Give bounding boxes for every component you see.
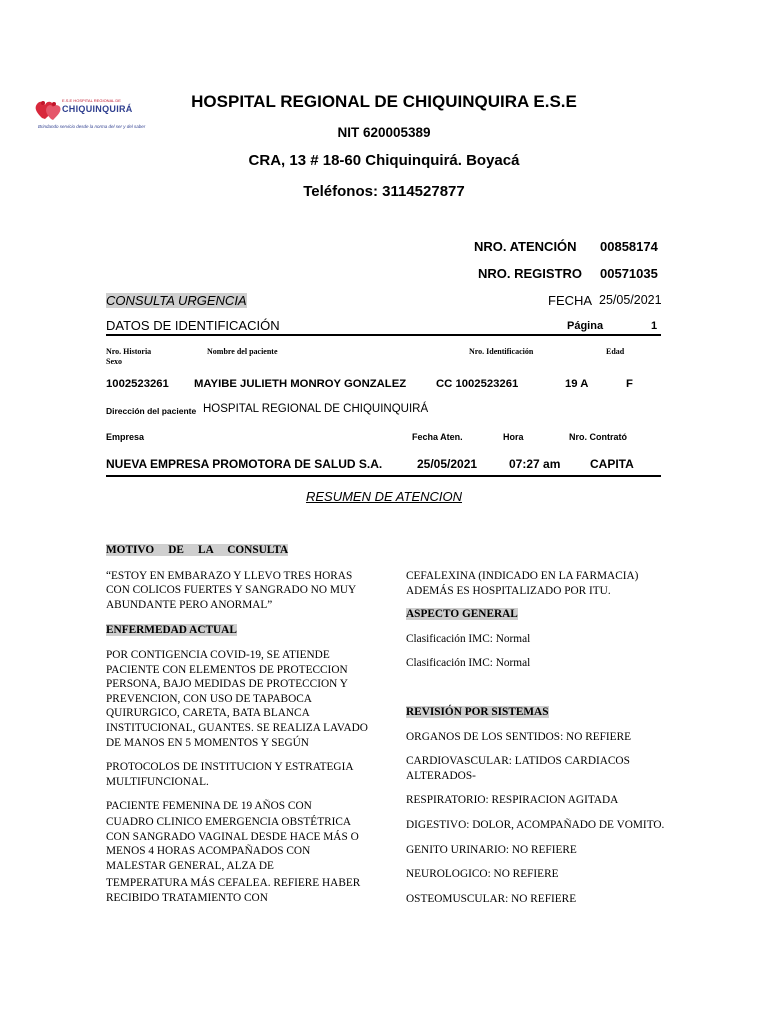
- contract-label: Nro. Contrató: [569, 432, 627, 442]
- system-item: ORGANOS DE LOS SENTIDOS: NO REFIERE: [406, 730, 632, 743]
- left-column: [106, 543, 371, 905]
- attention-date-value: 25/05/2021: [417, 457, 478, 471]
- continuation-text: CEFALEXINA (INDICADO EN LA FARMACIA) ADEMÁS ES HOSPITALIZADO POR ITU.: [406, 570, 639, 597]
- patient-id: CC 1002523261: [436, 378, 519, 390]
- attention-value: 00858174: [600, 239, 658, 254]
- motivo-title: MOTIVO DE LA CONSULTA: [106, 544, 289, 556]
- logo-tagline: Brindando servicio desde la norma del ser y del saber: [38, 124, 146, 129]
- system-item: OSTEOMUSCULAR: NO REFIERE: [406, 892, 577, 905]
- page-number: 1: [651, 320, 658, 332]
- company-label: Empresa: [106, 432, 145, 442]
- patient-name: MAYIBE JULIETH MONROY GONZALEZ: [194, 378, 407, 390]
- revision-title: REVISIÓN POR SISTEMAS: [406, 705, 549, 718]
- date-value: 25/05/2021: [599, 293, 662, 307]
- right-column: [406, 569, 671, 906]
- system-item: NEUROLOGICO: NO REFIERE: [406, 868, 559, 881]
- sex-label: Sexo: [106, 357, 122, 366]
- patient-sex: F: [626, 378, 633, 390]
- divider-line: [106, 475, 661, 477]
- date-label: FECHA: [548, 293, 593, 308]
- identification-section-title: DATOS DE IDENTIFICACIÓN: [106, 318, 280, 333]
- patient-address-label: Dirección del paciente: [106, 406, 197, 416]
- company-value: NUEVA EMPRESA PROMOTORA DE SALUD S.A.: [106, 457, 383, 471]
- contract-value: CAPITA: [590, 457, 634, 471]
- hospital-name: HOSPITAL REGIONAL DE CHIQUINQUIRA E.S.E: [191, 92, 577, 111]
- enfermedad-title: ENFERMEDAD ACTUAL: [106, 624, 237, 637]
- patient-age: 19 A: [565, 378, 589, 390]
- hospital-phones: Teléfonos: 3114527877: [303, 183, 465, 200]
- attention-date-label: Fecha Aten.: [412, 432, 463, 442]
- time-value: 07:27 am: [509, 457, 561, 471]
- system-item: GENITO URINARIO: NO REFIERE: [406, 843, 577, 856]
- motivo-text: “ESTOY EN EMBARAZO Y LLEVO TRES HORAS CON COLICOS FUERTES Y SANGRADO NO MUY ABUNDANTE PERO ANORMAL”: [106, 569, 356, 611]
- id-label: Nro. Identificación: [469, 347, 534, 356]
- patient-name-label: Nombre del paciente: [207, 347, 278, 356]
- page-label: Página: [567, 320, 604, 332]
- registry-label: NRO. REGISTRO: [478, 266, 583, 281]
- enfermedad-paragraph: TEMPERATURA MÁS CEFALEA. REFIERE HABER RECIBIDO TRATAMIENTO CON: [106, 877, 361, 904]
- history-label: Nro. Historia: [106, 347, 152, 356]
- system-item: CARDIOVASCULAR: LATIDOS CARDIACOS ALTERADOS-: [406, 755, 630, 782]
- hospital-address: CRA, 13 # 18-60 Chiquinquirá. Boyacá: [248, 152, 520, 169]
- logo-top-text: E.S.E HOSPITAL REGIONAL DE: [62, 98, 121, 103]
- aspecto-title: ASPECTO GENERAL: [406, 608, 518, 621]
- enfermedad-paragraph: PACIENTE FEMENINA DE 19 AÑOS CON: [106, 800, 312, 813]
- age-label: Edad: [606, 347, 625, 356]
- registry-value: 00571035: [600, 266, 658, 281]
- consult-type: CONSULTA URGENCIA: [106, 293, 247, 308]
- time-label: Hora: [503, 432, 524, 442]
- divider-line: [106, 334, 661, 336]
- imc-classification: Clasificación IMC: Normal: [406, 632, 531, 645]
- hospital-nit: NIT 620005389: [337, 125, 431, 140]
- imc-classification: Clasificación IMC: Normal: [406, 657, 531, 670]
- attention-label: NRO. ATENCIÓN: [474, 239, 577, 254]
- enfermedad-paragraph: PROTOCOLOS DE INSTITUCION Y ESTRATEGIA MULTIFUNCIONAL.: [106, 761, 353, 788]
- history-value: 1002523261: [106, 378, 169, 390]
- system-item: DIGESTIVO: DOLOR, ACOMPAÑADO DE VOMITO.: [406, 818, 665, 831]
- system-item: RESPIRATORIO: RESPIRACION AGITADA: [406, 794, 619, 807]
- summary-title: RESUMEN DE ATENCION: [305, 489, 462, 504]
- patient-address: HOSPITAL REGIONAL DE CHIQUINQUIRÁ: [203, 403, 429, 415]
- enfermedad-paragraph: CUADRO CLINICO EMERGENCIA OBSTÉTRICA CON SANGRADO VAGINAL DESDE HACE MÁS O MENOS 4 HORAS ACOMPAÑADOS CON MALESTAR GENERAL, ALZA DE: [106, 815, 359, 872]
- logo-name-text: CHIQUINQUIRÁ: [62, 104, 133, 114]
- enfermedad-paragraph: POR CONTIGENCIA COVID-19, SE ATIENDE PACIENTE CON ELEMENTOS DE PROTECCION PERSONA, BAJO MEDIDAS DE PROTECCION Y PREVENCION, CON USO DE TAPABOCA QUIRURGICO, CARETA, BATA BLANCA INSTITUCIONAL, GUANTES. SE REALIZA LAVADO DE MANOS EN 5 MOMENTOS Y SEGÚN: [106, 648, 368, 749]
